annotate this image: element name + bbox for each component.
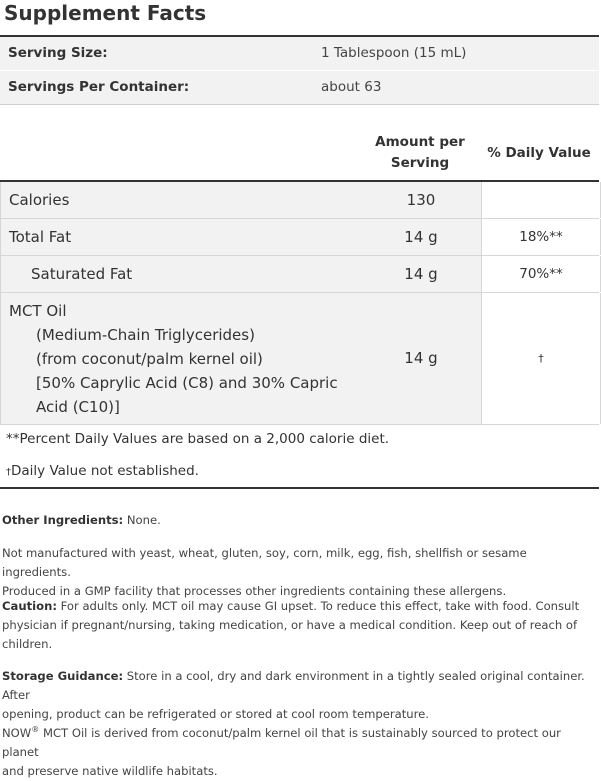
table-row-mct-oil: [0, 293, 599, 425]
serving-table: [0, 35, 599, 105]
serving-size-row: [0, 37, 599, 70]
dagger-note: [6, 463, 199, 479]
caution-line3: children.: [2, 637, 53, 651]
nutrient-daily-value: [481, 182, 601, 218]
mct-oil-description: [9, 299, 338, 419]
caution-label: Caution:: [2, 599, 57, 613]
mct-oil-line4: Acid (C10)]: [36, 398, 120, 416]
nutrient-name: Saturated Fat: [31, 265, 133, 283]
amount-header-line1: Amount per: [375, 134, 465, 150]
storage-label: Storage Guidance:: [2, 669, 124, 683]
serving-size-label: Serving Size:: [8, 45, 108, 61]
storage-line1: Store in a cool, dry and dark environment in a tightly sealed original container. After: [2, 669, 585, 702]
storage-line2: opening, product can be refrigerated or stored at cool room temperature.: [2, 707, 429, 721]
table-row: [0, 182, 599, 219]
dagger-note-text: Daily Value not established.: [11, 463, 199, 479]
table-footnotes: [0, 423, 599, 489]
page-title: Supplement Facts: [4, 1, 207, 25]
table-row: [0, 219, 599, 256]
dagger-symbol: †: [6, 467, 11, 478]
registered-mark: ®: [31, 725, 40, 734]
nutrient-table-header: [0, 128, 599, 182]
nutrient-name: Total Fat: [9, 228, 72, 246]
daily-value-header: % Daily Value: [487, 145, 591, 161]
allergen-line1: Not manufactured with yeast, wheat, gluten, soy, corn, milk, egg, fish, shellfish or sesame ingredients.: [2, 546, 527, 579]
mct-oil-line2: (from coconut/palm kernel oil): [36, 350, 263, 368]
other-ingredients-label: Other Ingredients:: [2, 513, 124, 527]
percent-daily-value-note: **Percent Daily Values are based on a 2,000 calorie diet.: [6, 431, 390, 447]
brand-name: NOW: [2, 725, 32, 740]
nutrient-amount: 130: [406, 191, 436, 209]
caution-statement: [2, 597, 592, 654]
nutrient-table: [0, 128, 599, 425]
other-ingredients: [2, 511, 592, 530]
sustainability-line2: and preserve native wildlife habitats.: [2, 763, 218, 778]
mct-oil-name: MCT Oil: [9, 302, 67, 320]
sustainability-line1: MCT Oil is derived from coconut/palm kernel oil that is sustainably sourced to protect our planet: [2, 725, 561, 759]
nutrient-daily-value: †: [481, 293, 601, 424]
nutrient-daily-value: 70%**: [481, 256, 601, 292]
allergen-line2: Produced in a GMP facility that processes other ingredients containing these allergens.: [2, 584, 507, 598]
mct-oil-line1: (Medium-Chain Triglycerides): [36, 326, 255, 344]
storage-guidance: [2, 667, 592, 724]
allergen-statement: [2, 544, 592, 601]
amount-per-serving-header: [370, 132, 470, 174]
nutrient-amount: 14 g: [404, 265, 438, 283]
servings-per-container-row: [0, 70, 599, 104]
nutrient-amount: 14 g: [404, 349, 438, 367]
servings-per-container-label: Servings Per Container:: [8, 79, 190, 95]
sustainability-note: [2, 720, 592, 781]
serving-size-value: 1 Tablespoon (15 mL): [321, 45, 467, 61]
amount-header-line2: Serving: [390, 155, 450, 171]
caution-line1: For adults only. MCT oil may cause GI upset. To reduce this effect, take with food. Consult: [56, 599, 580, 613]
nutrient-daily-value: 18%**: [481, 219, 601, 255]
table-row: [0, 256, 599, 293]
nutrient-amount: 14 g: [404, 228, 438, 246]
nutrient-name: Calories: [9, 191, 70, 209]
caution-line2: physician if pregnant/nursing, taking medication, or have a medical condition. Keep out of reach of: [2, 618, 578, 632]
mct-oil-line3: [50% Caprylic Acid (C8) and 30% Capric: [36, 374, 338, 392]
servings-per-container-value: about 63: [321, 79, 382, 95]
other-ingredients-text: None.: [123, 513, 161, 527]
